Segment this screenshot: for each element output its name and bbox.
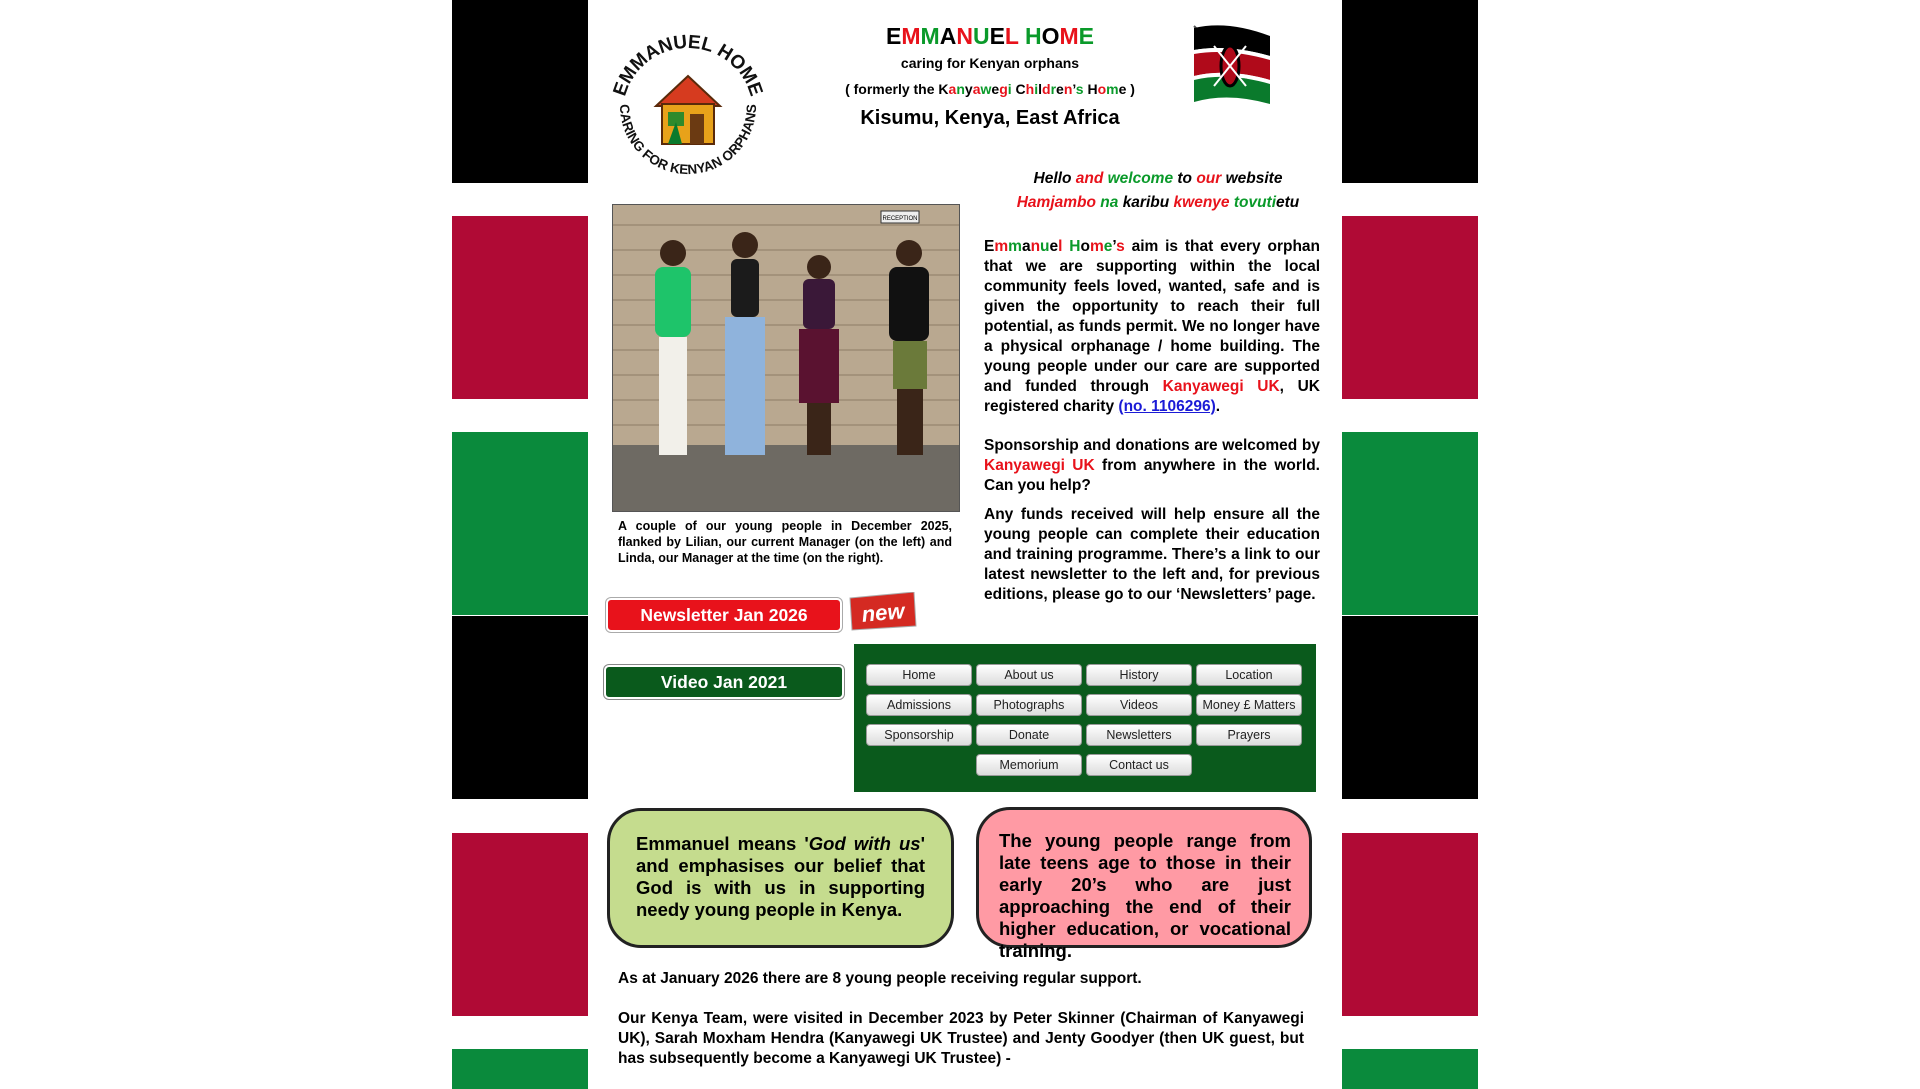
formerly-letter-13: l (1038, 81, 1042, 97)
intro-end: . (1215, 398, 1221, 415)
formerly-letter-19: s (1075, 81, 1084, 97)
meaning-bubble (607, 808, 954, 948)
greeting-line-2 (988, 194, 1328, 212)
title-letter-6: E (989, 23, 1005, 49)
site-subtitle: caring for Kenyan orphans (900, 55, 1080, 71)
greeting-word-0: Hamjambo (1016, 194, 1101, 211)
intro-name (984, 238, 1125, 255)
formerly-letter-18: ’ (1072, 81, 1076, 97)
nav-donate[interactable]: Donate (976, 724, 1082, 746)
name-letter-6: e (1049, 238, 1059, 255)
name-letter-9: H (1069, 238, 1081, 255)
team-visit-text: Our Kenya Team, were visited in December 2023 by Peter Skinner (Chairman of Kanyawegi UK), Sarah Moxham Hendra (Kanyawegi UK Trustee) and Jenty Goodyer (then UK guest, but has subsequently become a Kanyawegi UK Trustee) - (618, 1010, 1304, 1067)
name-letter-14: s (1116, 238, 1125, 255)
formerly-letter-8: i (1007, 81, 1012, 97)
org-name: Kanyawegi UK (1162, 378, 1280, 395)
formerly-letter-2: n (956, 81, 965, 97)
intro-text: aim is that every orphan that we are supporting within the local community feels loved, wanted, safe and is given the opportunity to reach their full potential, as funds permit. We no longer have a physical orphanage / home building. The young people under our care are supported and funded through (984, 238, 1320, 395)
formerly-letter-4: a (972, 81, 981, 97)
location-heading: Kisumu, Kenya, East Africa (860, 107, 1120, 129)
right-stripe-red-1 (1342, 216, 1478, 399)
greeting-word-1: na (1100, 194, 1123, 211)
left-stripe-red-2 (452, 833, 588, 1016)
support-count-text: As at January 2026 there are 8 young people receiving regular support. (618, 970, 1142, 987)
greeting-word-5: etu (1276, 194, 1300, 211)
greeting-word-1: and (1075, 170, 1108, 187)
nav-location[interactable]: Location (1196, 664, 1302, 686)
right-stripe-green-2 (1342, 1049, 1478, 1089)
young-people-photo (612, 204, 960, 512)
nav-home[interactable]: Home (866, 664, 972, 686)
new-badge-text: new (860, 598, 906, 627)
name-letter-4: n (1030, 238, 1041, 255)
title-letter-12: E (1078, 23, 1094, 49)
title-letter-11: M (1059, 23, 1079, 49)
nav-admissions[interactable]: Admissions (866, 694, 972, 716)
reception-sign: RECEPTION (882, 216, 918, 222)
formerly-prefix: ( formerly the (845, 81, 939, 97)
formerly-letter-16: e (1056, 81, 1064, 97)
nav-memorium[interactable]: Memorium (976, 754, 1082, 776)
left-stripe-green-1 (452, 432, 588, 615)
right-stripe-black-2 (1342, 616, 1478, 799)
logo-top-text: EMMANUEL HOME (609, 31, 767, 99)
greeting-word-5: website (1225, 170, 1283, 187)
kenya-flag-icon (1188, 22, 1274, 108)
name-letter-12: e (1103, 238, 1113, 255)
formerly-letter-3: y (964, 81, 973, 97)
greeting-word-4: tovuti (1233, 194, 1277, 211)
name-letter-5: u (1040, 238, 1050, 255)
title-letter-7: L (1004, 23, 1019, 49)
left-stripe-green-2 (452, 1049, 588, 1089)
meaning-emphasis: God with us (808, 833, 921, 854)
funds-paragraph: Any funds received will help ensure all the young people can complete their education and training programme. There’s a link to our latest newsletter to the left and, for previous editions, please go to our ‘Newsletters’ page. (984, 506, 1320, 603)
formerly-letter-15: r (1050, 81, 1057, 97)
formerly-letter-24: e (1118, 81, 1127, 97)
meaning-post: ' and emphasises our belief that God is with us in supporting needy young people in Kenya. (636, 833, 925, 920)
nav-about-us[interactable]: About us (976, 664, 1082, 686)
nav-contact-us[interactable]: Contact us (1086, 754, 1192, 776)
greeting-line-1 (988, 170, 1328, 188)
site-title (820, 23, 1160, 50)
formerly-letter-12: i (1034, 81, 1039, 97)
name-letter-0: E (984, 238, 995, 255)
formerly-letter-21: H (1087, 81, 1098, 97)
title-letter-9: H (1024, 23, 1042, 49)
nav-sponsorship[interactable]: Sponsorship (866, 724, 972, 746)
formerly-letters (938, 81, 1126, 97)
logo-bottom-text: CARING FOR KENYAN ORPHANS (616, 103, 760, 178)
title-letter-4: N (956, 23, 973, 49)
title-letter-2: M (920, 23, 940, 49)
sponsorship-paragraph (984, 436, 1320, 496)
nav-prayers[interactable]: Prayers (1196, 724, 1302, 746)
title-letter-0: E (886, 23, 902, 49)
title-letter-3: A (939, 23, 957, 49)
new-badge (848, 592, 918, 632)
name-letter-11: m (1089, 238, 1104, 255)
formerly-letter-0: K (938, 81, 949, 97)
greeting-word-2: welcome (1107, 170, 1178, 187)
name-letter-1: m (994, 238, 1009, 255)
right-stripe-black-1 (1342, 0, 1478, 183)
right-stripe-red-2 (1342, 833, 1478, 1016)
formerly-name (790, 81, 1190, 97)
age-range-bubble: The young people range from late teens age to those in their early 20’s who are just approaching the end of their higher education, or vocational training. (976, 807, 1312, 948)
newsletter-button[interactable]: Newsletter Jan 2026 (606, 598, 842, 632)
formerly-letter-22: o (1097, 81, 1107, 97)
intro-tail: , UK registered charity (984, 378, 1321, 415)
navigation-panel (854, 644, 1316, 792)
video-button[interactable]: Video Jan 2021 (604, 665, 844, 699)
formerly-letter-11: h (1025, 81, 1035, 97)
title-letter-10: O (1041, 23, 1060, 49)
formerly-letter-5: w (980, 81, 992, 97)
name-letter-3: a (1021, 238, 1031, 255)
formerly-letter-7: g (999, 81, 1008, 97)
emmanuel-home-logo[interactable] (598, 18, 778, 198)
greeting-word-0: Hello (1033, 170, 1076, 187)
nav-history[interactable]: History (1086, 664, 1192, 686)
intro-paragraph (984, 237, 1320, 417)
greeting-word-4: our (1196, 170, 1226, 187)
charity-number-link[interactable]: (no. 1106296) (1118, 398, 1216, 415)
formerly-letter-6: e (991, 81, 1000, 97)
formerly-letter-17: n (1063, 81, 1073, 97)
name-letter-2: m (1008, 238, 1022, 255)
meaning-pre: Emmanuel means ' (636, 833, 809, 854)
formerly-suffix: ) (1126, 81, 1135, 97)
left-stripe-black-2 (452, 616, 588, 799)
formerly-letter-10: C (1015, 81, 1026, 97)
name-letter-7: l (1058, 238, 1063, 255)
formerly-letter-1: a (948, 81, 957, 97)
sponsorship-start: Sponsorship and donations are welcomed by (984, 437, 1320, 454)
greeting-word-2: karibu (1122, 194, 1174, 211)
left-stripe-black-1 (452, 0, 588, 183)
nav-photographs[interactable]: Photographs (976, 694, 1082, 716)
name-letter-10: o (1080, 238, 1090, 255)
nav-videos[interactable]: Videos (1086, 694, 1192, 716)
nav-money-matters[interactable]: Money £ Matters (1196, 694, 1302, 716)
org-name: Kanyawegi UK (984, 457, 1095, 474)
greeting-word-3: kwenye (1173, 194, 1234, 211)
greeting-word-3: to (1177, 170, 1197, 187)
name-letter-13: ’ (1112, 238, 1117, 255)
formerly-letter-23: m (1106, 81, 1119, 97)
title-letter-5: U (972, 23, 990, 49)
nav-newsletters[interactable]: Newsletters (1086, 724, 1192, 746)
photo-caption: A couple of our young people in December 2025, flanked by Lilian, our current Manager (on the left) and Linda, our Manager at the time (on the right). (618, 519, 952, 565)
formerly-letter-14: d (1042, 81, 1051, 97)
sponsorship-end: from anywhere in the world. Can you help? (984, 457, 1320, 494)
title-letter-1: M (901, 23, 921, 49)
right-stripe-green-1 (1342, 432, 1478, 615)
left-stripe-red-1 (452, 216, 588, 399)
